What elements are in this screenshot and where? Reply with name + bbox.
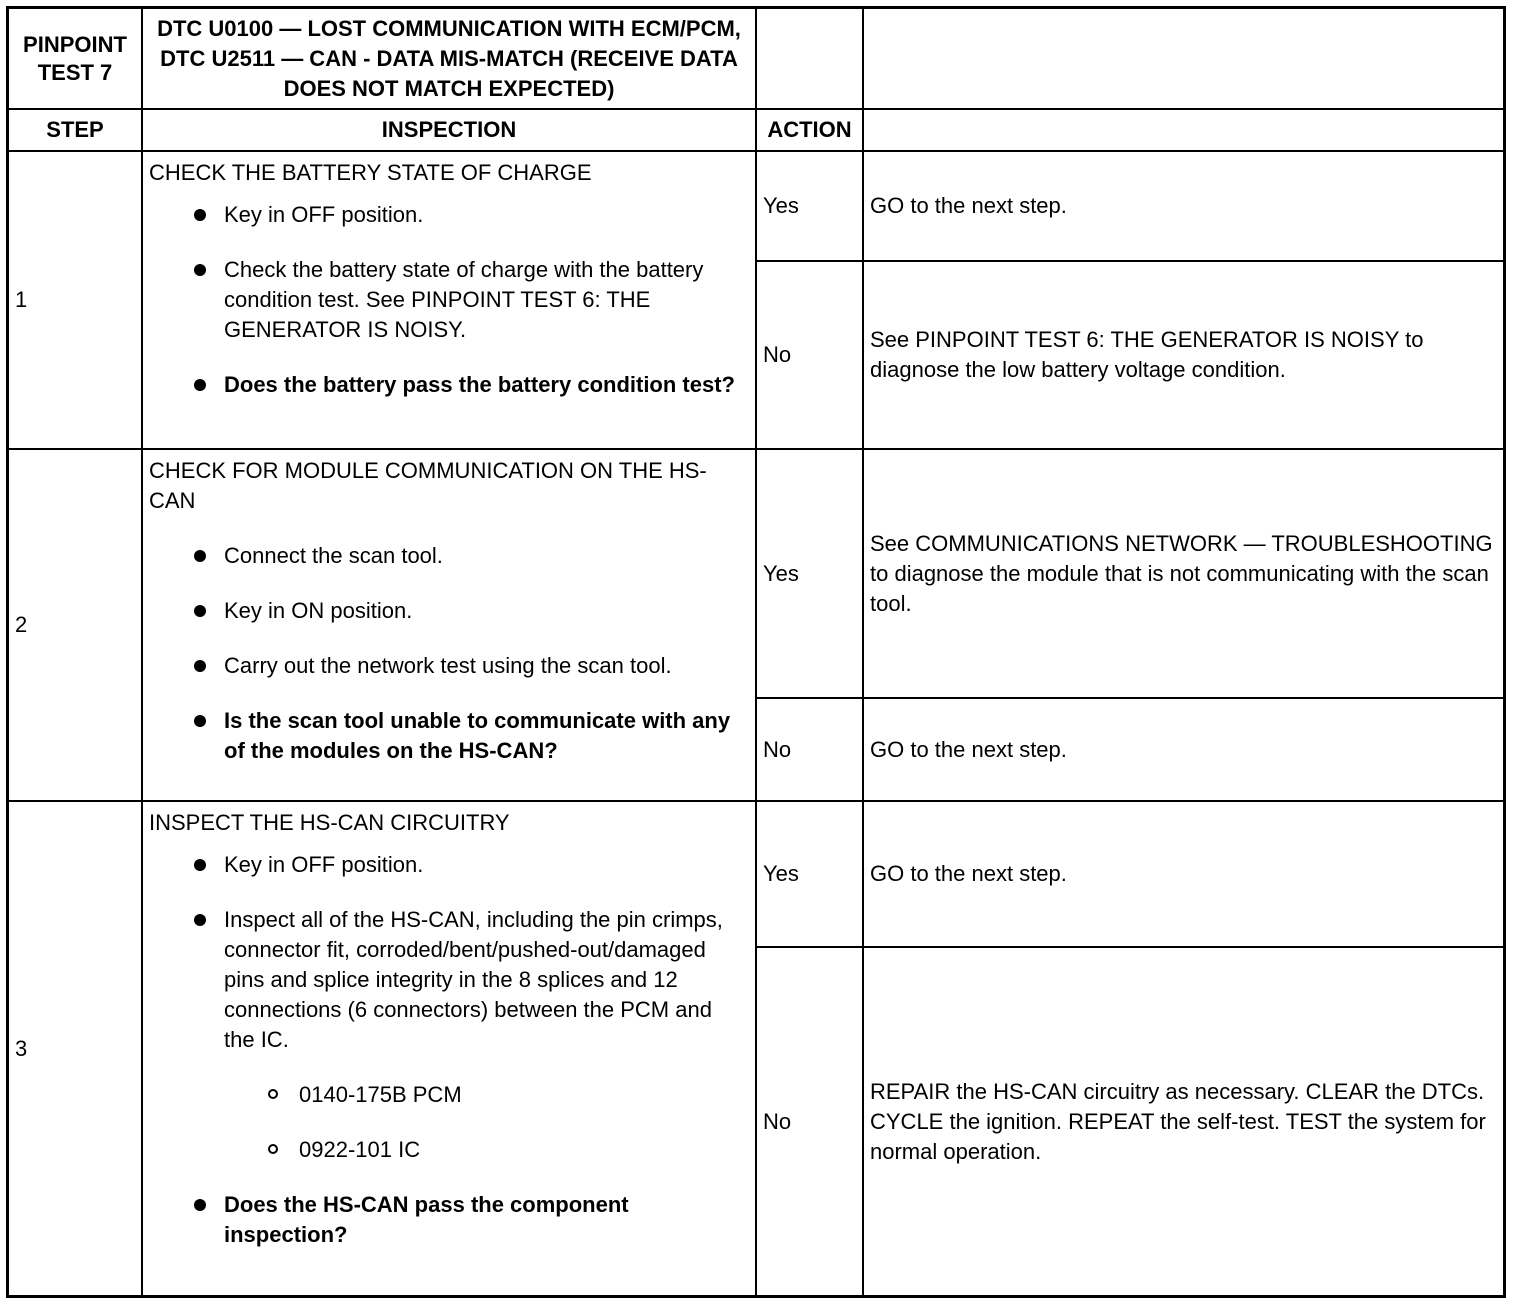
step-number: 3 (15, 1035, 28, 1061)
column-header-step: STEP (46, 117, 104, 142)
step-inspection (143, 802, 755, 1295)
no-action: GO to the next step. (870, 736, 1067, 762)
step-inspection (143, 152, 755, 448)
inspection-bullet: Carry out the network test using the scan tool. (149, 651, 743, 681)
step-number: 2 (15, 612, 28, 637)
column-header-inspection: INSPECTION (381, 117, 517, 142)
answer-yes: Yes (763, 193, 799, 218)
inspection-question: Does the battery pass the battery condition test? (149, 370, 743, 400)
inspection-question: Is the scan tool unable to communicate with any of the modules on the HS-CAN? (149, 706, 743, 766)
answer-yes: Yes (763, 861, 799, 886)
answer-no: No (763, 342, 792, 367)
no-action: See PINPOINT TEST 6: THE GENERATOR IS NOISY to diagnose the low battery voltage condition. (870, 327, 1424, 382)
pinpoint-test-id: PINPOINT TEST 7 (23, 31, 127, 85)
step-heading: CHECK FOR MODULE COMMUNICATION ON THE HS-CAN (149, 458, 707, 513)
inspection-bullet: Key in OFF position. (149, 850, 743, 880)
pinpoint-test-table (6, 6, 1506, 1298)
yes-action: GO to the next step. (870, 193, 1067, 218)
step-number: 1 (15, 287, 28, 312)
inspection-sub-item: 0140-175B PCM (149, 1080, 743, 1110)
inspection-bullet: Key in OFF position. (149, 200, 743, 230)
no-action: REPAIR the HS-CAN circuitry as necessary. CLEAR the DTCs. CYCLE the ignition. REPEAT the self-test. TEST the system for normal operation. (870, 1078, 1486, 1164)
inspection-bullet: Connect the scan tool. (149, 541, 743, 571)
inspection-sub-item: 0922-101 IC (149, 1135, 743, 1165)
inspection-bullet: Check the battery state of charge with the battery condition test. See PINPOINT TEST 6: THE GENERATOR IS NOISY. (149, 255, 743, 345)
step-heading: INSPECT THE HS-CAN CIRCUITRY (149, 810, 510, 835)
inspection-bullet: Key in ON position. (149, 596, 743, 626)
page-title: DTC U0100 — LOST COMMUNICATION WITH ECM/PCM, DTC U2511 — CAN - DATA MIS-MATCH (RECEIVE DATA DOES NOT MATCH EXPECTED) (157, 15, 741, 101)
yes-action: GO to the next step. (870, 861, 1067, 886)
yes-action: See COMMUNICATIONS NETWORK — TROUBLESHOOTING to diagnose the module that is not communicating with the scan tool. (870, 530, 1493, 616)
inspection-question: Does the HS-CAN pass the component inspection? (149, 1190, 743, 1250)
answer-no: No (763, 1108, 792, 1134)
answer-no: No (763, 736, 792, 762)
step-heading: CHECK THE BATTERY STATE OF CHARGE (149, 160, 592, 185)
step-inspection (143, 450, 755, 800)
column-header-action: ACTION (767, 117, 852, 142)
inspection-bullet: Inspect all of the HS-CAN, including the pin crimps, connector fit, corroded/bent/pushed-out/damaged pins and splice integrity in the 8 splices and 12 connections (6 connectors) between the PCM and the IC. (149, 905, 743, 1055)
answer-yes: Yes (763, 560, 799, 586)
